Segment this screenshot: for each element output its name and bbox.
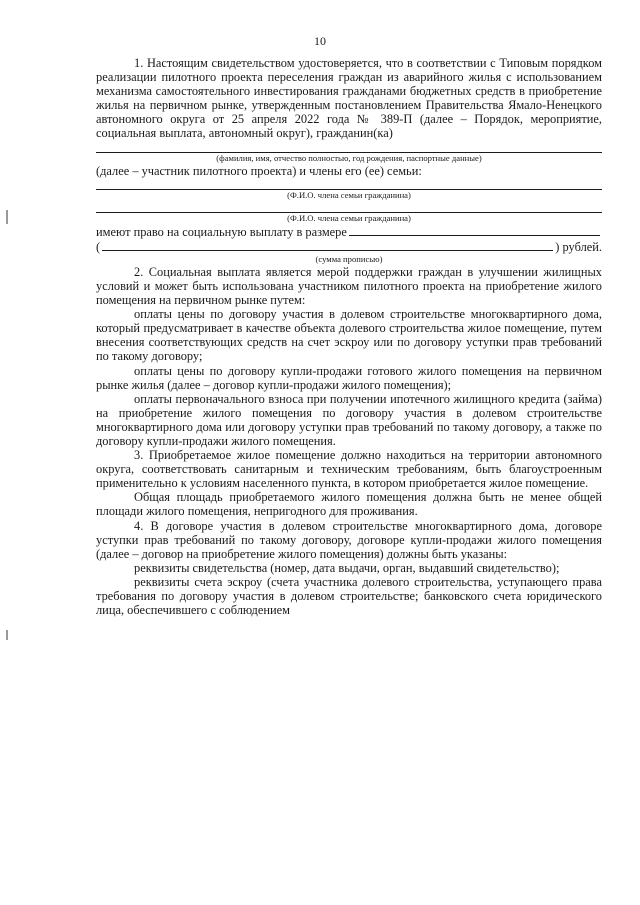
participant-text: (далее – участник пилотного проекта) и члены его (ее) семьи: — [96, 163, 422, 178]
paragraph-3: 3. Приобретаемое жилое помещение должно находиться на территории автономного округа, соответствовать санитарным и техническим требованиям, быть благоустроенным применительно к условиям населенного пункта, в котором приобретается жилое помещение. — [96, 448, 602, 491]
fio-blank-line — [96, 143, 602, 153]
document-body — [96, 56, 602, 617]
fio-caption: (фамилия, имя, отчество полностью, год рождения, паспортные данные) — [216, 152, 482, 163]
paragraph-3b: Общая площадь приобретаемого жилого помещения должна быть не менее общей площади жилого помещения, непригодного для проживания. — [96, 490, 602, 519]
paragraph-2: 2. Социальная выплата является мерой поддержки граждан в улучшении жилищных условий и может быть использована участником пилотного проекта на приобретение жилого помещения на первичном рынке путем: — [96, 264, 602, 308]
family-member-caption-1: (Ф.И.О. члена семьи гражданина) — [287, 189, 411, 200]
payment-amount-row — [96, 224, 602, 239]
paragraph-2b: оплаты цены по договору купли-продажи готового жилого помещения на первичном рынке жилья (далее – договор купли-продажи жилого помещения); — [96, 363, 602, 392]
payment-words-blank — [102, 239, 553, 251]
payment-words-row — [96, 239, 602, 254]
paragraph-4b: реквизиты счета эскроу (счета участника долевого строительства, уступающего права требования по договору участия в долевом строительстве; банковского счета юридического лица, обеспечившего с соблюдением — [96, 574, 602, 618]
paragraph-4a: реквизиты свидетельства (номер, дата выдачи, орган, выдавший свидетельство); — [134, 560, 560, 575]
paragraph-1: 1. Настоящим свидетельством удостоверяется, что в соответствии с Типовым порядком реализации пилотного проекта переселения граждан из аварийного жилья с использованием механизма самостоятельного инвестирования гражданами бюджетных средств в приобретение жилья на первичном рынке, утвержденным постановлением Правительства Ямало-Ненецкого автономного округа от 25 апреля 2022 года № 389-П (далее – Порядок, мероприятие, социальная выплата, автономный округ), гражданин(ка) — [96, 56, 602, 141]
sum-caption: (сумма прописью) — [315, 253, 383, 264]
payment-right-text: имеют право на социальную выплату в размере — [96, 224, 347, 239]
scan-margin-mark — [6, 630, 8, 640]
open-paren: ( — [96, 239, 101, 254]
family-member-line-1 — [96, 180, 602, 190]
paragraph-4: 4. В договоре участия в долевом строительстве многоквартирного дома, договоре уступки прав требований по такому договору, договоре купли-продажи жилого помещения (далее – договор на приобретение жилого помещения) должны быть указаны: — [96, 518, 602, 561]
rubles-text: ) рублей. — [555, 239, 602, 254]
page-number: 10 — [314, 34, 326, 48]
family-member-line-2 — [96, 203, 602, 213]
scan-margin-mark — [6, 210, 8, 224]
paragraph-2c: оплаты первоначального взноса при получении ипотечного жилищного кредита (займа) на приобретение жилого помещения по договору участия в долевом строительстве многоквартирного дома или договору уступки прав требований по такому договору, а также по договору купли-продажи жилого помещения. — [96, 391, 602, 448]
payment-amount-blank — [349, 224, 600, 236]
paragraph-2a: оплаты цены по договору участия в долевом строительстве многоквартирного дома, который предусматривает в качестве объекта долевого строительства жилое помещение, путем внесения соответствующих средств на счет эскроу или по договору уступки прав требований по такому договору; — [96, 307, 602, 364]
family-member-caption-2: (Ф.И.О. члена семьи гражданина) — [287, 212, 411, 223]
